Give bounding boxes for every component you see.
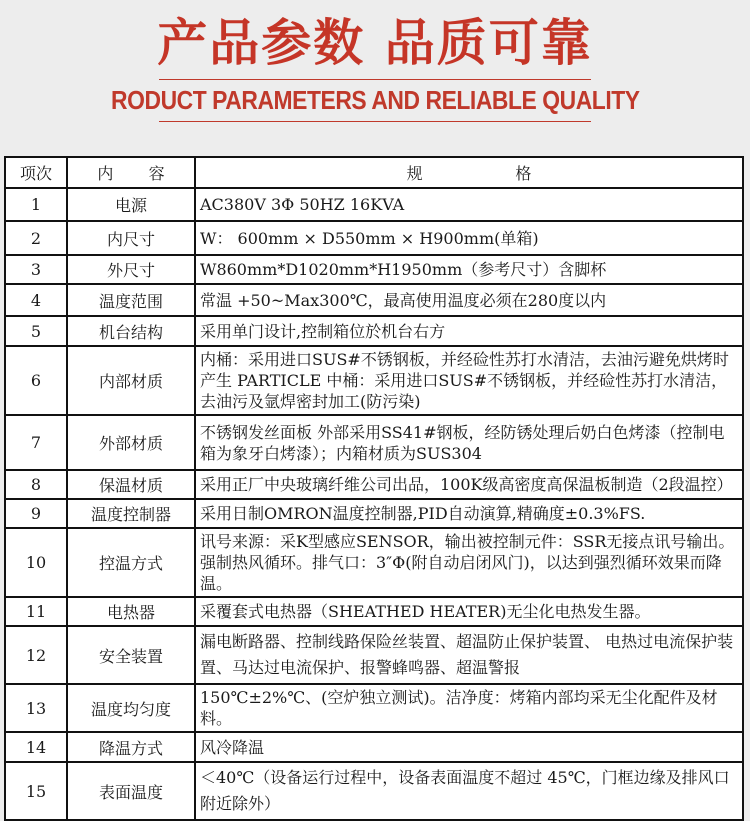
row-spec: 150℃±2%℃、(空炉独立测试)。洁净度：烤箱内部均采无尘化配件及材料。 xyxy=(195,684,743,732)
row-spec: 常温 +50~Max300℃，最高使用温度必须在280度以内 xyxy=(195,284,743,316)
row-item: 外尺寸 xyxy=(67,255,195,284)
row-item: 内部材质 xyxy=(67,346,195,415)
row-no: 9 xyxy=(5,499,67,528)
row-item: 温度控制器 xyxy=(67,499,195,528)
table-row xyxy=(5,499,743,528)
row-no: 6 xyxy=(5,346,67,415)
table-row xyxy=(5,597,743,626)
row-spec: 漏电断路器、控制线路保险丝装置、超温防止保护装置、 电热过电流保护装置、马达过电流保护、报警蜂鸣器、超温警报 xyxy=(195,626,743,684)
row-item: 外部材质 xyxy=(67,415,195,470)
row-item: 降温方式 xyxy=(67,732,195,762)
row-no: 3 xyxy=(5,255,67,284)
header-rule-bottom xyxy=(159,121,591,122)
table-row xyxy=(5,221,743,255)
row-spec: W： 600mm × D550mm × H900mm(单箱) xyxy=(195,221,743,255)
row-item: 内尺寸 xyxy=(67,221,195,255)
table-row xyxy=(5,626,743,684)
row-no: 11 xyxy=(5,597,67,626)
row-item: 机台结构 xyxy=(67,316,195,346)
spec-table-container xyxy=(0,152,750,821)
table-row xyxy=(5,188,743,221)
row-no: 2 xyxy=(5,221,67,255)
table-row xyxy=(5,762,743,820)
row-no: 10 xyxy=(5,528,67,597)
table-header-row xyxy=(5,157,743,188)
col-header-item-no-label: 项次 xyxy=(19,164,52,183)
header-rule-top xyxy=(159,79,591,80)
col-header-item-no xyxy=(5,157,67,188)
spec-table xyxy=(4,156,744,821)
row-item: 保温材质 xyxy=(67,470,195,499)
row-item: 电热器 xyxy=(67,597,195,626)
table-row xyxy=(5,684,743,732)
row-spec: 不锈钢发丝面板 外部采用SS41#钢板，经防锈处理后奶白色烤漆（控制电箱为象牙白烤漆）；内箱材质为SUS304 xyxy=(195,415,743,470)
table-row xyxy=(5,415,743,470)
row-item: 控温方式 xyxy=(67,528,195,597)
row-spec: 采用日制OMRON温度控制器,PID自动演算,精确度±0.3%FS. xyxy=(195,499,743,528)
row-item: 表面温度 xyxy=(67,762,195,820)
page-title: 产品参数 品质可靠 xyxy=(157,14,593,72)
row-item: 温度均匀度 xyxy=(67,684,195,732)
page-header xyxy=(0,0,750,152)
table-row xyxy=(5,284,743,316)
row-no: 12 xyxy=(5,626,67,684)
row-no: 5 xyxy=(5,316,67,346)
row-spec: 采覆套式电热器（SHEATHED HEATER)无尘化电热发生器。 xyxy=(195,597,743,626)
row-spec: 内桶：采用进口SUS#不锈钢板，并经硷性苏打水清洁，去油污避免烘烤时产生 PARTICLE 中桶：采用进口SUS#不锈钢板，并经硷性苏打水清洁，去油污及氩焊密封加工(防污染) xyxy=(195,346,743,415)
row-spec: 讯号来源：采K型感应SENSOR，输出被控制元件：SSR无接点讯号输出。 强制热风循环。排气口：3″Φ(附自动启闭风门)，以达到强烈循环效果而降温。 xyxy=(195,528,743,597)
table-row xyxy=(5,732,743,762)
row-no: 7 xyxy=(5,415,67,470)
page-subtitle: RODUCT PARAMETERS AND RELIABLE QUALITY xyxy=(110,85,640,115)
row-no: 4 xyxy=(5,284,67,316)
row-no: 1 xyxy=(5,188,67,221)
table-row xyxy=(5,316,743,346)
table-row xyxy=(5,346,743,415)
row-item: 电源 xyxy=(67,188,195,221)
col-header-content-label: 内容 xyxy=(97,164,200,183)
col-header-content xyxy=(67,157,200,188)
row-spec: W860mm*D1020mm*H1950mm（参考尺寸）含脚杯 xyxy=(195,255,743,284)
table-row xyxy=(5,470,743,499)
row-spec: 风冷降温 xyxy=(195,732,743,762)
row-item: 安全装置 xyxy=(67,626,195,684)
col-header-spec-label: 规格 xyxy=(406,164,625,183)
row-spec: 采用正厂中央玻璃纤维公司出品，100K级高密度高保温板制造（2段温控） xyxy=(195,470,743,499)
row-item: 温度范围 xyxy=(67,284,195,316)
row-no: 8 xyxy=(5,470,67,499)
row-spec: ＜40℃（设备运行过程中，设备表面温度不超过 45℃，门框边缘及排风口附近除外） xyxy=(195,762,743,820)
row-no: 14 xyxy=(5,732,67,762)
row-no: 13 xyxy=(5,684,67,732)
table-row xyxy=(5,255,743,284)
row-spec: AC380V 3Φ 50HZ 16KVA xyxy=(195,188,743,221)
col-header-spec xyxy=(195,157,743,188)
row-no: 15 xyxy=(5,762,67,820)
table-row xyxy=(5,528,743,597)
row-spec: 采用单门设计,控制箱位於机台右方 xyxy=(195,316,743,346)
